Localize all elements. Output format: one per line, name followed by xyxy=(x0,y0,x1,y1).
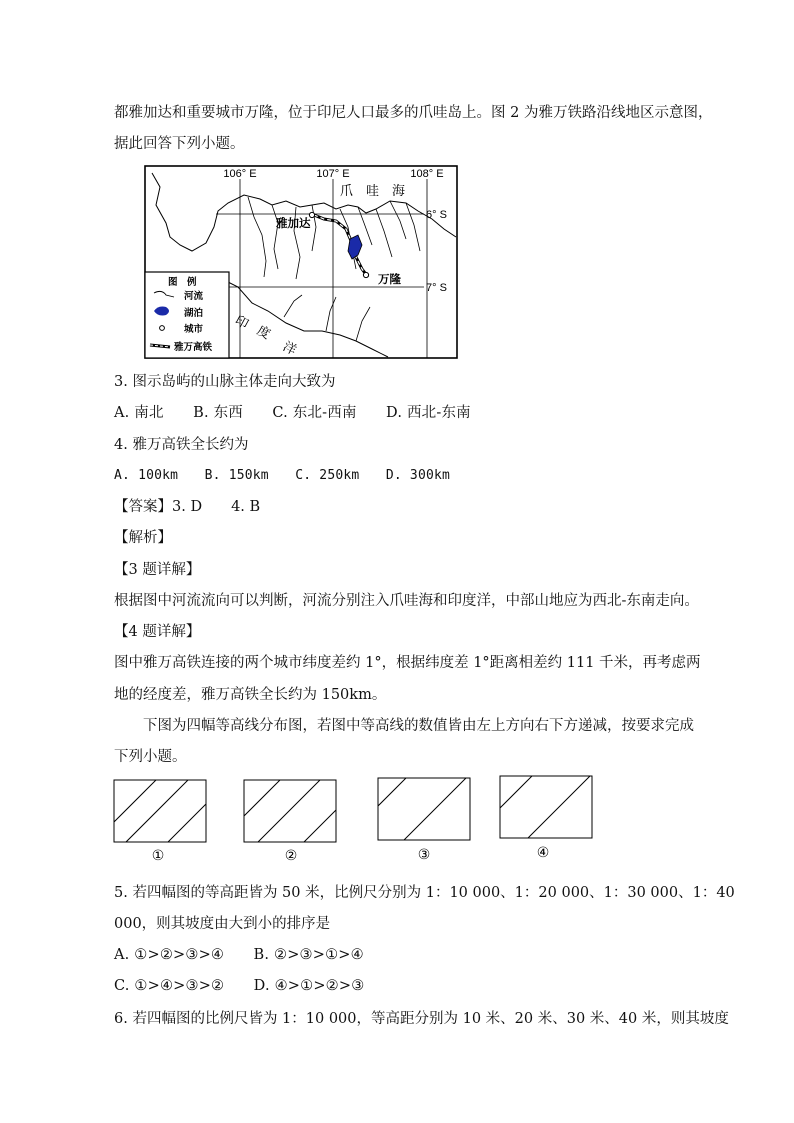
detail3-title: 【3 题详解】 xyxy=(114,562,201,578)
legend-river-label: 河流 xyxy=(184,291,204,302)
detail4-title: 【4 题详解】 xyxy=(114,624,201,640)
legend-railway-label: 雅万高铁 xyxy=(174,342,213,353)
ocean-label-2: 度 xyxy=(254,323,273,343)
q5-options-ab: A. ①>②>③>④ B. ②>③>①>④ xyxy=(114,947,364,963)
q3-options: A. 南北 B. 东西 C. 东北-西南 D. 西北-东南 xyxy=(114,405,471,421)
contour-label-1: ① xyxy=(151,848,165,864)
q6-line-1: 6. 若四幅图的比例尺皆为 1：10 000，等高距分别为 10 米、20 米、30 米、40 米，则其坡度 xyxy=(114,1011,729,1027)
ocean-label-3: 洋 xyxy=(280,339,299,359)
detail4-line-2: 地的经度差，雅万高铁全长约为 150km。 xyxy=(114,687,387,703)
q4-options: A. 100km B. 150km C. 250km D. 300km xyxy=(114,468,451,483)
legend-lake-label: 湖泊 xyxy=(184,308,204,319)
lat-label-6s: 6° S xyxy=(426,209,447,221)
detail4-line-1: 图中雅万高铁连接的两个城市纬度差约 1°，根据纬度差 1°距离相差约 111 千米，再考虑两 xyxy=(114,655,701,671)
city-label-jakarta: 雅加达 xyxy=(276,216,311,230)
legend-city-label: 城市 xyxy=(184,324,204,335)
contour-box-3 xyxy=(378,778,470,840)
q5-line-2: 000，则其坡度由大到小的排序是 xyxy=(114,916,331,932)
q4-stem: 4. 雅万高铁全长约为 xyxy=(114,437,249,453)
contour-box-2 xyxy=(244,780,336,842)
map-legend xyxy=(145,272,229,358)
legend-title: 图 例 xyxy=(168,277,197,288)
answer: 【答案】3. D 4. B xyxy=(114,499,261,515)
contour-label-3: ③ xyxy=(417,847,431,863)
legend-city-icon xyxy=(160,326,165,331)
contour-box-1 xyxy=(114,780,206,842)
contour-figures xyxy=(108,772,608,867)
city-label-bandung: 万隆 xyxy=(378,272,401,286)
lat-label-7s: 7° S xyxy=(426,282,447,294)
contour-box-4 xyxy=(500,776,592,838)
intro-line-1: 都雅加达和重要城市万隆，位于印尼人口最多的爪哇岛上。图 2 为雅万铁路沿线地区示意图， xyxy=(114,105,713,121)
q3-stem: 3. 图示岛屿的山脉主体走向大致为 xyxy=(114,374,336,390)
sea-label-java: 爪 哇 海 xyxy=(340,184,406,199)
intro-line-2: 据此回答下列小题。 xyxy=(114,136,245,152)
intro2-line-2: 下列小题。 xyxy=(114,749,187,765)
detail3-text: 根据图中河流流向可以判断，河流分别注入爪哇海和印度洋，中部山地应为西北-东南走向。 xyxy=(114,593,699,609)
ocean-label-1: 印 xyxy=(232,313,251,333)
lon-label-108: 108° E xyxy=(410,168,444,180)
bandung-city-icon xyxy=(363,272,368,277)
java-railway-map xyxy=(144,165,458,359)
analysis-title: 【解析】 xyxy=(114,530,172,546)
q5-line-1: 5. 若四幅图的等高距皆为 50 米，比例尺分别为 1：10 000、1：20 000、1：30 000、1：40 xyxy=(114,885,735,901)
contour-label-4: ④ xyxy=(536,845,550,861)
contour-label-2: ② xyxy=(284,848,298,864)
lon-label-107: 107° E xyxy=(316,168,350,180)
intro2-line-1: 下图为四幅等高线分布图，若图中等高线的数值皆由左上方向右下方递减，按要求完成 xyxy=(143,718,694,734)
q5-options-cd: C. ①>④>③>② D. ④>①>②>③ xyxy=(114,978,365,994)
lon-label-106: 106° E xyxy=(223,168,257,180)
